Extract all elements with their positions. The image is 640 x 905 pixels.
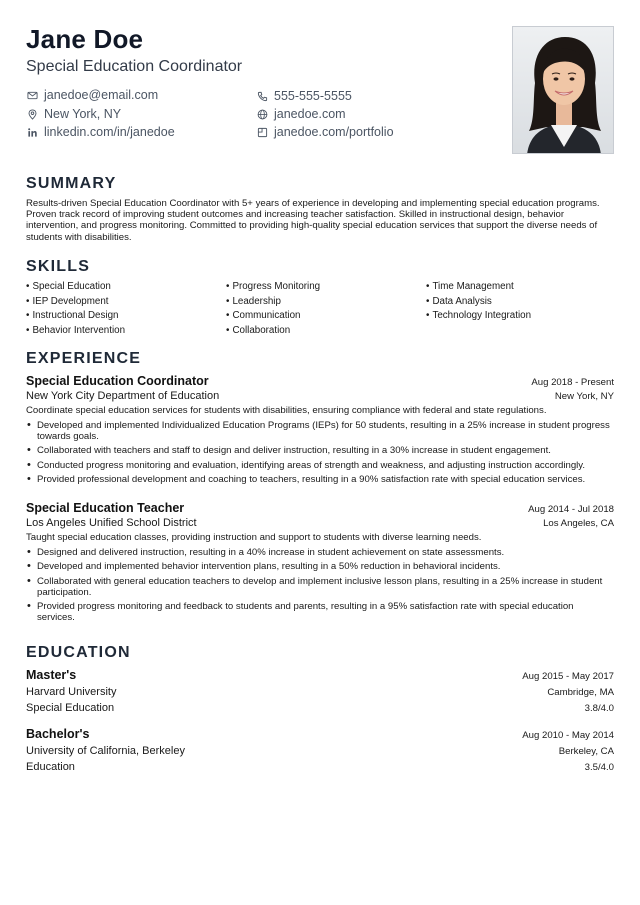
- contact-website[interactable]: [256, 107, 346, 121]
- skill-item: • Communication: [226, 310, 426, 321]
- contact-portfolio-text: janedoe.com/portfolio: [274, 125, 394, 139]
- list-item: • Provided professional development and coaching to teachers, resulting in a 90% satisfaction rate with special education services.: [26, 474, 614, 485]
- list-item: • Conducted progress monitoring and evaluation, identifying areas of strength and weakness, and adjusting instruction accordingly.: [26, 460, 614, 471]
- candidate-name: Jane Doe: [26, 24, 144, 54]
- contact-email-text: janedoe@email.com: [44, 88, 159, 102]
- contact-email[interactable]: [26, 88, 158, 102]
- skill-item: • Data Analysis: [426, 296, 616, 307]
- job-entry: [26, 501, 614, 624]
- job-description: Coordinate special education services for students with disabilities, ensuring compliance with federal and state regulations.: [26, 405, 547, 416]
- candidate-title: Special Education Coordinator: [26, 58, 243, 75]
- skill-item: • Leadership: [226, 296, 426, 307]
- contact-portfolio[interactable]: [256, 125, 394, 139]
- list-item: • Developed and implemented behavior intervention plans, resulting in a 50% reduction in behavioral incidents.: [26, 561, 614, 572]
- skill-item: • Progress Monitoring: [226, 281, 426, 292]
- job-location: Los Angeles, CA: [543, 518, 614, 529]
- edu-location: Berkeley, CA: [558, 746, 614, 757]
- contact-linkedin[interactable]: [26, 125, 175, 139]
- skill-item: • Behavior Intervention: [26, 325, 226, 336]
- job-entry: [26, 374, 614, 485]
- portfolio-icon: [256, 126, 268, 138]
- summary-text: Results-driven Special Education Coordinator with 5+ years of experience in developing and implementing special education programs. Proven track record of improving student outcomes and increasing teacher satisfaction. Skilled in instructional design, behavior intervention, and progress monitoring. Committed to providing high-quality special education services that support the diverse needs of students with disabilities.: [26, 198, 600, 243]
- experience-heading: EXPERIENCE: [26, 350, 142, 367]
- contact-phone[interactable]: [256, 89, 352, 103]
- job-dates: Aug 2018 - Present: [531, 377, 614, 388]
- contact-website-text: janedoe.com: [274, 107, 346, 121]
- skills-heading: SKILLS: [26, 258, 91, 275]
- education-entry: [26, 668, 614, 718]
- edu-gpa: 3.5/4.0: [584, 762, 614, 773]
- skill-item: • Instructional Design: [26, 310, 226, 321]
- contact-location: [26, 107, 121, 121]
- linkedin-icon: [26, 126, 38, 138]
- edu-school: Harvard University: [26, 686, 117, 698]
- edu-school: University of California, Berkeley: [26, 745, 185, 757]
- education-entry: [26, 727, 614, 777]
- edu-dates: Aug 2015 - May 2017: [522, 671, 614, 682]
- list-item: • Collaborated with general education teachers to develop and implement inclusive lesson plans, resulting in a 25% increase in student participation.: [26, 576, 614, 598]
- skill-item: • IEP Development: [26, 296, 226, 307]
- edu-gpa: 3.8/4.0: [584, 703, 614, 714]
- edu-degree: Master's: [26, 668, 77, 682]
- job-role: Special Education Teacher: [26, 501, 185, 515]
- job-dates: Aug 2014 - Jul 2018: [528, 504, 614, 515]
- skills-grid: [26, 281, 616, 336]
- skill-item: • Special Education: [26, 281, 226, 292]
- job-description: Taught special education classes, providing instruction and support to students with diverse learning needs.: [26, 532, 482, 543]
- job-bullets: [26, 420, 614, 486]
- edu-field: Education: [26, 761, 75, 773]
- list-item: • Designed and delivered instruction, resulting in a 40% increase in student achievement on state assessments.: [26, 547, 614, 558]
- list-item: • Provided progress monitoring and feedback to students and parents, resulting in a 95% satisfaction rate with special education services.: [26, 601, 614, 623]
- edu-dates: Aug 2010 - May 2014: [522, 730, 614, 741]
- contact-location-text: New York, NY: [44, 107, 122, 121]
- edu-degree: Bachelor's: [26, 727, 90, 741]
- job-organization: Los Angeles Unified School District: [26, 517, 197, 529]
- contact-linkedin-text: linkedin.com/in/janedoe: [44, 125, 175, 139]
- edu-location: Cambridge, MA: [547, 687, 614, 698]
- job-role: Special Education Coordinator: [26, 374, 209, 388]
- resume-header: [26, 0, 614, 165]
- edu-field: Special Education: [26, 702, 115, 714]
- job-location: New York, NY: [554, 391, 614, 402]
- location-pin-icon: [26, 108, 38, 120]
- skill-item: • Collaboration: [226, 325, 426, 336]
- list-item: • Developed and implemented Individualized Education Programs (IEPs) for 50 students, resulting in a 25% increase in student progress towards goals.: [26, 420, 614, 442]
- skill-item: • Time Management: [426, 281, 616, 292]
- job-organization: New York City Department of Education: [26, 390, 220, 402]
- summary-heading: SUMMARY: [26, 175, 117, 192]
- job-bullets: [26, 547, 614, 624]
- list-item: • Collaborated with teachers and staff to design and deliver instruction, resulting in a 30% increase in student engagement.: [26, 445, 614, 456]
- profile-portrait-illustration: [513, 27, 614, 154]
- skill-item: • Technology Integration: [426, 310, 616, 321]
- phone-icon: [256, 90, 268, 102]
- envelope-icon: [26, 89, 38, 101]
- globe-icon: [256, 108, 268, 120]
- contact-phone-text: 555-555-5555: [274, 89, 352, 103]
- profile-photo: [512, 26, 614, 154]
- education-heading: EDUCATION: [26, 644, 131, 661]
